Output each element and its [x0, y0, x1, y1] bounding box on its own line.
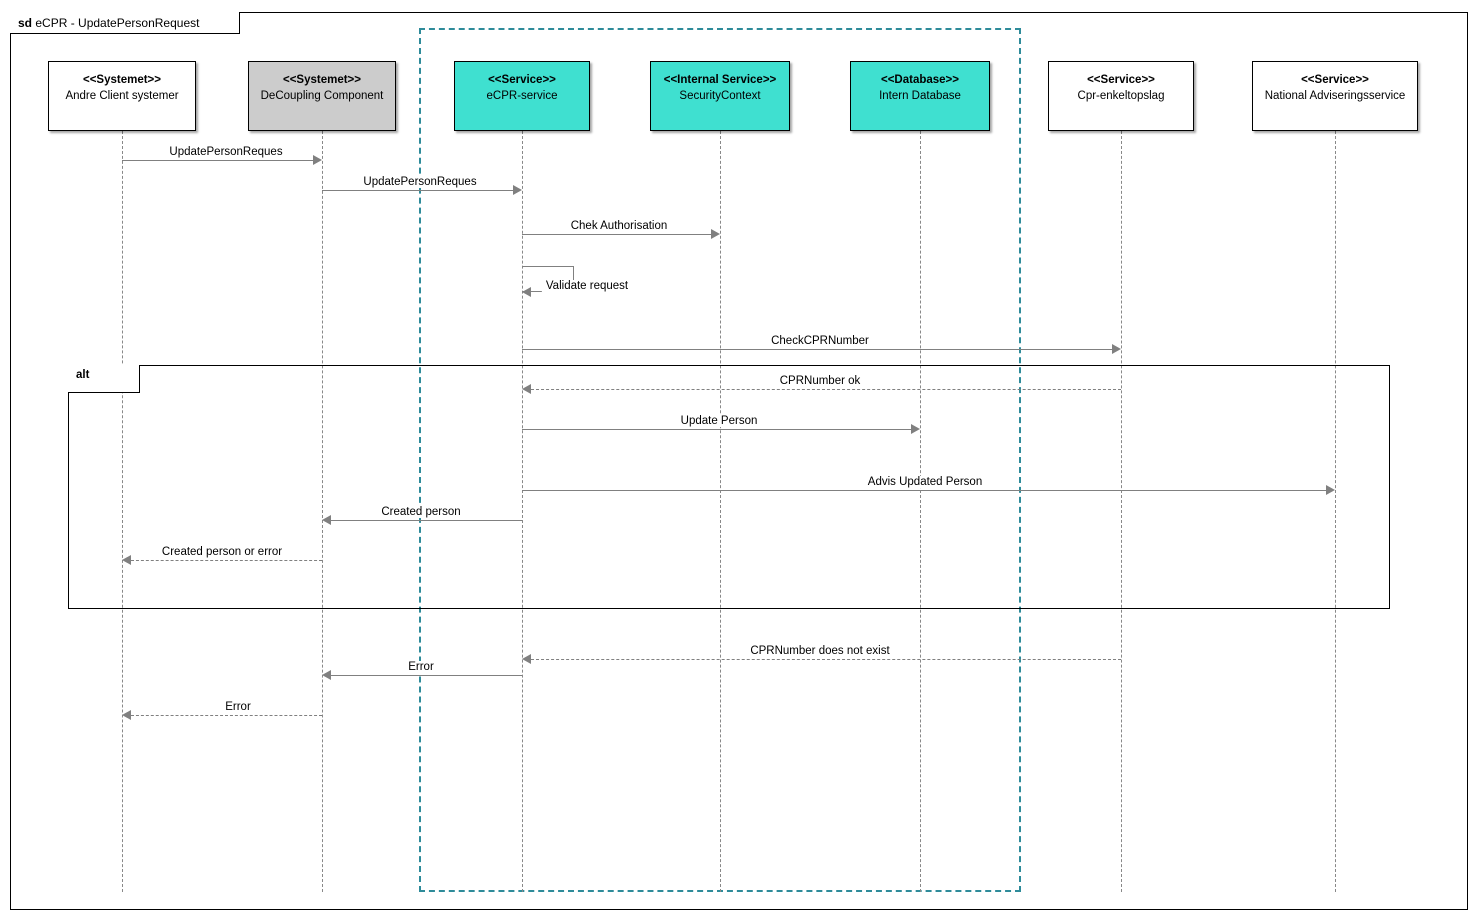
message-label: CheckCPRNumber: [767, 335, 873, 347]
lifeline-name: Cpr-enkeltopslag: [1077, 89, 1165, 102]
lifeline-head-decoupling-component[interactable]: [248, 61, 396, 131]
arrowhead-left-icon: [522, 654, 531, 664]
lifeline-name: SecurityContext: [679, 89, 761, 102]
arrowhead-right-icon: [313, 155, 322, 165]
arrowhead-left-icon: [122, 555, 131, 565]
message-arrow[interactable]: [131, 560, 322, 561]
message-arrow[interactable]: [522, 349, 1112, 350]
message-arrow[interactable]: [531, 659, 1121, 660]
message-arrow[interactable]: [522, 490, 1326, 491]
alt-fragment: [68, 365, 1390, 609]
arrowhead-left-icon: [122, 710, 131, 720]
frame-keyword: sd: [18, 16, 33, 30]
frame-title: eCPR - UpdatePersonRequest: [35, 16, 200, 30]
message-label: Error: [404, 661, 438, 673]
lifeline-stereotype: <<Service>>: [1087, 74, 1155, 86]
message-label: Created person: [377, 506, 464, 518]
arrowhead-left-icon: [322, 670, 331, 680]
lifeline-name: eCPR-service: [486, 89, 558, 102]
lifeline-head-securitycontext[interactable]: [650, 61, 790, 131]
message-label: Chek Authorisation: [567, 220, 672, 232]
message-arrow[interactable]: [522, 429, 911, 430]
lifeline-stereotype: <<Internal Service>>: [663, 74, 777, 86]
message-arrow[interactable]: [131, 715, 322, 716]
message-arrow[interactable]: [331, 675, 522, 676]
message-label: Created person or error: [158, 546, 286, 558]
alt-fragment-label: alt: [76, 369, 90, 381]
message-label: Validate request: [542, 280, 632, 292]
arrowhead-right-icon: [1112, 344, 1121, 354]
arrowhead-right-icon: [1326, 485, 1335, 495]
lifeline-head-andre-client-systemer[interactable]: [48, 61, 196, 131]
lifeline-name: Intern Database: [879, 89, 961, 102]
message-label: CPRNumber ok: [776, 375, 865, 387]
lifeline-stereotype: <<Database>>: [880, 74, 959, 86]
message-label: UpdatePersonReques: [359, 176, 480, 188]
message-label: Error: [221, 701, 255, 713]
lifeline-stereotype: <<Systemet>>: [82, 74, 161, 86]
lifeline-stereotype: <<Service>>: [488, 74, 556, 86]
message-arrow[interactable]: [531, 389, 1121, 390]
message-label: Advis Updated Person: [864, 476, 986, 488]
lifeline-stereotype: <<Systemet>>: [282, 74, 361, 86]
lifeline-head-cpr-enkeltopslag[interactable]: [1048, 61, 1194, 131]
message-label: CPRNumber does not exist: [746, 645, 893, 657]
arrowhead-left-icon: [322, 515, 331, 525]
arrowhead-right-icon: [911, 424, 920, 434]
arrowhead-left-icon: [522, 384, 531, 394]
lifeline-name: Andre Client systemer: [65, 89, 179, 102]
lifeline-head-national-adviseringsservice[interactable]: [1252, 61, 1418, 131]
arrowhead-right-icon: [513, 185, 522, 195]
message-label: Update Person: [677, 415, 762, 427]
message-arrow[interactable]: [322, 190, 513, 191]
lifeline-name: DeCoupling Component: [260, 89, 384, 102]
frame-label: [10, 12, 240, 34]
lifeline-stereotype: <<Service>>: [1301, 74, 1369, 86]
arrowhead-left-icon: [522, 287, 531, 297]
alt-fragment-tab: [68, 365, 140, 393]
message-arrow[interactable]: [122, 160, 313, 161]
message-label: UpdatePersonReques: [165, 146, 286, 158]
message-arrow[interactable]: [331, 520, 522, 521]
lifeline-head-ecpr-service[interactable]: [454, 61, 590, 131]
arrowhead-right-icon: [711, 229, 720, 239]
message-arrow[interactable]: [522, 234, 711, 235]
lifeline-name: National Adviseringsservice: [1264, 89, 1406, 102]
lifeline-head-intern-database[interactable]: [850, 61, 990, 131]
